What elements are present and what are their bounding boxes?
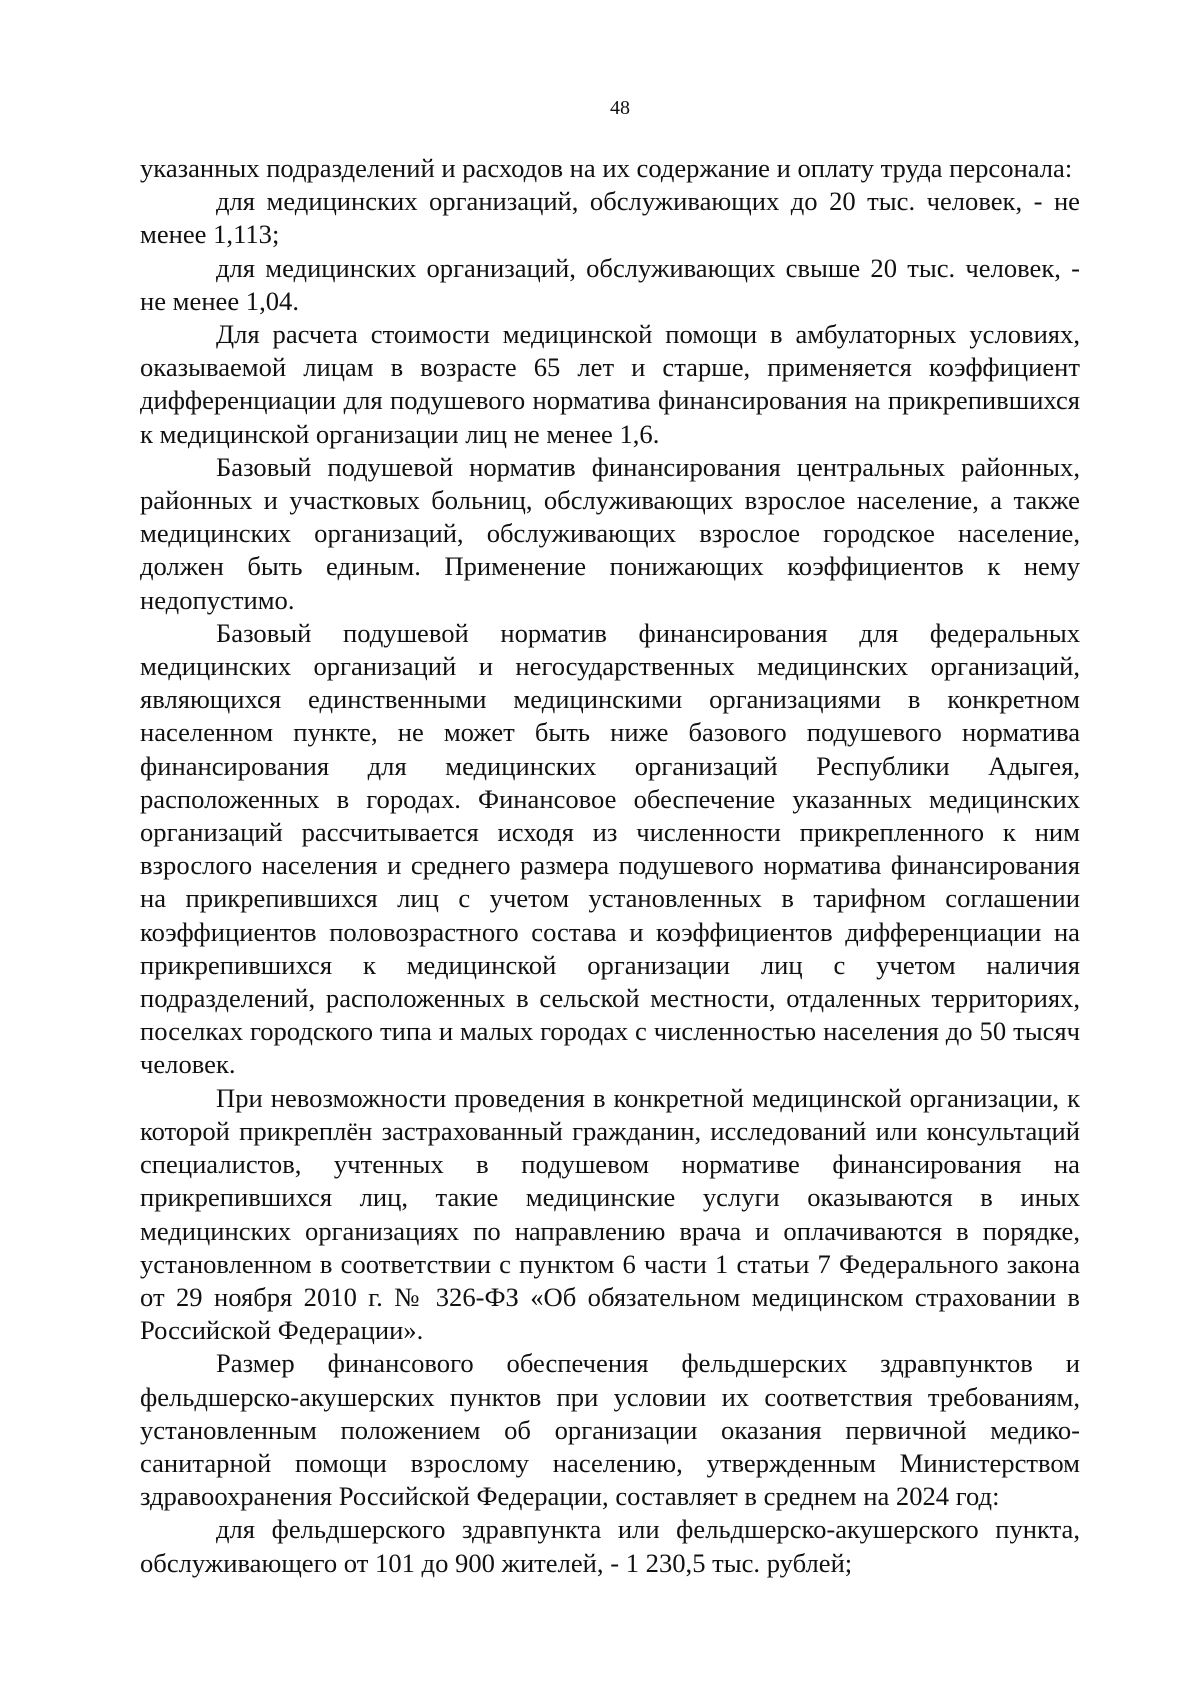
document-body	[140, 152, 1080, 1580]
page-number: 48	[610, 97, 630, 119]
paragraph: для фельдшерского здравпункта или фельдшерско-акушерского пункта, обслуживающего от 101 до 900 жителей, - 1 230,5 тыс. рублей;	[140, 1514, 1080, 1578]
paragraph: для медицинских организаций, обслуживающих свыше 20 тыс. человек, - не менее 1,04.	[140, 252, 1080, 316]
paragraph: Базовый подушевой норматив финансирования для федеральных медицинских организаций и негосударственных медицинских организаций, являющихся единственными медицинскими организациями в конкретном населенном пункте, не может быть ниже базового подушевого норматива финансирования для медицинских организаций Республики Адыгея, расположенных в городах. Финансовое обеспечение указанных медицинских организаций рассчитывается исходя из численности прикрепленного к ним взрослого населения и среднего размера подушевого норматива финансирования на прикрепившихся лиц с учетом установленных в тарифном соглашении коэффициентов половозрастного состава и коэффициентов дифференциации на прикрепившихся к медицинской организации лиц с учетом наличия подразделений, расположенных в сельской местности, отдаленных территориях, поселках городского типа и малых городах с численностью населения до 50 тысяч человек.	[140, 617, 1080, 1080]
paragraph: Для расчета стоимости медицинской помощи в амбулаторных условиях, оказываемой лицам в возрасте 65 лет и старше, применяется коэффициент дифференциации для подушевого норматива финансирования на прикрепившихся к медицинской организации лиц не менее 1,6.	[140, 319, 1080, 449]
paragraph: При невозможности проведения в конкретной медицинской организации, к которой прикреплён застрахованный гражданин, исследований или консультаций специалистов, учтенных в подушевом нормативе финансирования на прикрепившихся лиц, такие медицинские услуги оказываются в иных медицинских организациях по направлению врача и оплачиваются в порядке, установленном в соответствии с пунктом 6 части 1 статьи 7 Федерального закона от 29 ноября 2010 г. № 326-ФЗ «Об обязательном медицинском страховании в Российской Федерации».	[140, 1082, 1080, 1346]
paragraph: Размер финансового обеспечения фельдшерских здравпунктов и фельдшерско-акушерских пунктов при условии их соответствия требованиям, установленным положением об организации оказания первичной медико-санитарной помощи взрослому населению, утвержденным Министерством здравоохранения Российской Федерации, составляет в среднем на 2024 год:	[140, 1348, 1080, 1512]
paragraph: для медицинских организаций, обслуживающих до 20 тыс. человек, - не менее 1,113;	[140, 186, 1080, 250]
paragraph: указанных подразделений и расходов на их содержание и оплату труда персонала:	[140, 153, 1073, 183]
paragraph: Базовый подушевой норматив финансирования центральных районных, районных и участковых больниц, обслуживающих взрослое население, а также медицинских организаций, обслуживающих взрослое городское население, должен быть единым. Применение понижающих коэффициентов к нему недопустимо.	[140, 451, 1080, 615]
